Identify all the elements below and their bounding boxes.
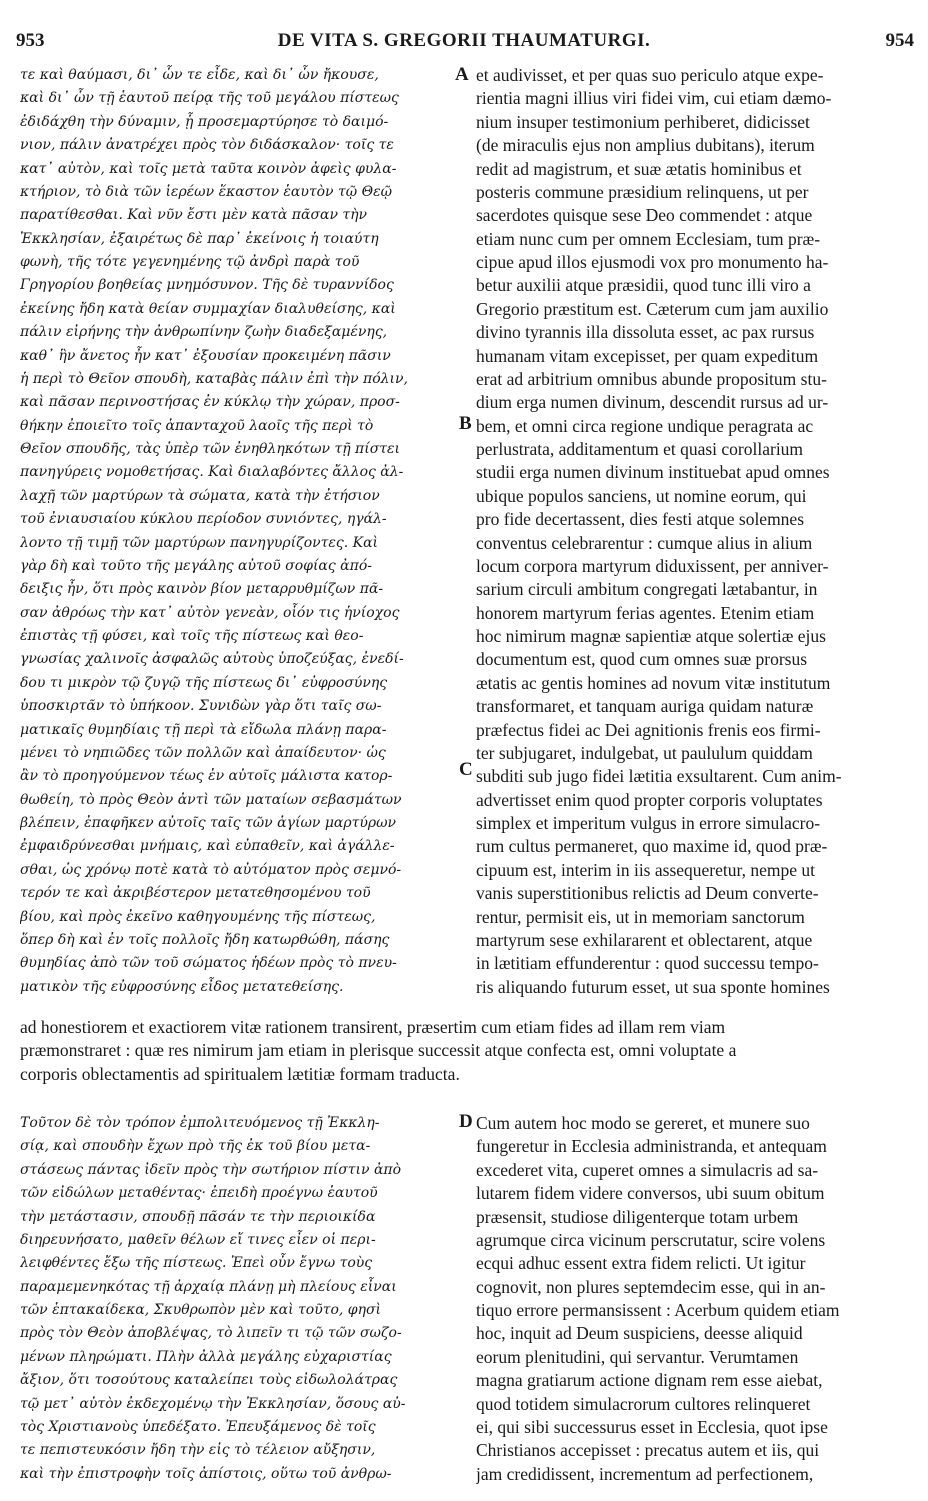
text-line: θυμηδίας ἀπὸ τῶν τοῦ σώματος ἡδέων πρὸς τὸ πνευ- bbox=[20, 955, 397, 972]
text-line: honorem martyrum ferias agentes. Etenim etiam bbox=[476, 602, 815, 623]
text-line: μένει τὸ νηπιῶδες τῶν πολλῶν καὶ ἀπαίδευτον· ὡς bbox=[20, 744, 386, 761]
text-line: καὶ πᾶσαν περινοστήσας ἐν κύκλῳ τὴν χώραν, προσ- bbox=[20, 394, 400, 411]
text-line: lutarem fidem videre conversos, ubi suum obitum bbox=[476, 1183, 825, 1204]
text-line: fungeretur in Ecclesia administranda, et antequam bbox=[476, 1136, 827, 1157]
text-line: καὶ δι᾽ ὧν τῇ ἑαυτοῦ πείρᾳ τῆς τοῦ μεγάλου πίστεως bbox=[20, 90, 399, 107]
text-line: vanis superstitionibus relictis ad Deum converte- bbox=[476, 883, 819, 904]
text-line: ecqui adhuc essent extra fidem relicti. Ut igitur bbox=[476, 1253, 806, 1274]
text-line: ὅπερ δὴ καὶ ἐν τοῖς πολλοῖς ἤδη κατωρθώθη, πάσης bbox=[20, 931, 390, 948]
text-line: ætatis ac gentis homines ad novum vitæ institutum bbox=[476, 672, 831, 693]
text-line: τὸς Χριστιανοὺς ὑπεδέξατο. Ἐπευξάμενος δὲ τοῖς bbox=[20, 1418, 376, 1435]
text-line: λοντο τῇ τιμῇ τῶν μαρτύρων πανηγυρίζοντες. Καὶ bbox=[20, 534, 379, 551]
text-line: ter subjugaret, indulgebat, ut paululum quiddam bbox=[476, 742, 813, 763]
text-line: στάσεως πάντας ἰδεῖν πρὸς τὴν σωτήριον πίστιν ἀπὸ bbox=[20, 1161, 402, 1178]
text-line: hoc nimirum magnæ sapientiæ atque solertiæ ejus bbox=[476, 626, 826, 646]
text-line: sarium circuli ambitum congregati lætabantur, in bbox=[476, 579, 818, 600]
greek-column-bottom bbox=[20, 1112, 460, 1486]
text-line: bem, et omni circa regione undique peragrata ac bbox=[476, 415, 814, 436]
text-line: studii erga numen divinum instituebat apud omnes bbox=[476, 462, 830, 483]
text-line: θήκην ἐποιεῖτο τοῖς ἁπανταχοῦ λαοῖς τῆς περὶ τὸ bbox=[20, 417, 374, 434]
text-line: quod totidem simulacrorum cultores relinqueret bbox=[476, 1393, 811, 1414]
latin-column-top bbox=[476, 64, 908, 999]
text-line: eorum plenitudini, qui servantur. Verumtamen bbox=[476, 1346, 799, 1367]
text-line: βίου, καὶ πρὸς ἐκεῖνο καθηγουμένης τῆς πίστεως, bbox=[20, 908, 376, 925]
text-line: præmonstraret : quæ res nimirum jam etiam in plerisque successit atque confecta est, omni voluptate a bbox=[20, 1040, 737, 1061]
text-line: λαχῇ τῶν μαρτύρων τὰ σώματα, κατὰ τὴν ἐτήσιον bbox=[20, 487, 380, 504]
text-line: ἐμφαιδρύνεσθαι μνήμαις, καὶ εὐπαθεῖν, καὶ ἀγάλλε- bbox=[20, 838, 395, 855]
page-number-left: 953 bbox=[16, 30, 45, 51]
text-line: rentur, permisit eis, ut in memoriam sanctorum bbox=[476, 906, 805, 927]
text-line: rientia magni illius viri fidei vim, cui etiam dæmo- bbox=[476, 88, 832, 109]
text-line: ἡ περὶ τὸ Θεῖον σπουδὴ, καταβὰς πάλιν ἐπὶ τὴν πόλιν, bbox=[20, 370, 408, 387]
text-line: καὶ τὴν ἐπιστροφὴν τοῖς ἀπίστοις, οὕτω τοῦ ἀνθρω- bbox=[20, 1465, 392, 1482]
text-line: sacerdotes quisque sese Deo commendet : atque bbox=[476, 205, 813, 226]
text-line: τῷ μετ᾽ αὐτὸν ἐκδεχομένῳ τὴν Ἐκκλησίαν, ὅσους αὐ- bbox=[20, 1395, 406, 1412]
text-line: σθαι, ὡς χρόνῳ ποτὲ κατὰ τὸ αὐτόματον πρὸς σεμνό- bbox=[20, 861, 402, 878]
text-line: παρατίθεσθαι. Καὶ νῦν ἔστι μὲν κατὰ πᾶσαν τὴν bbox=[20, 207, 368, 224]
latin-column-bottom bbox=[476, 1112, 908, 1486]
text-line: perlustrata, additamentum et quasi corollarium bbox=[476, 439, 804, 459]
text-line: simplex et imperitum vulgus in errore simulacro- bbox=[476, 813, 821, 833]
text-line: documentum est, quod cum omnes suæ prorsus bbox=[476, 649, 808, 670]
text-line: ἂν τὸ προηγούμενον τέως ἐν αὐτοῖς μάλιστα κατορ- bbox=[20, 768, 393, 785]
text-line: ματικὸν τῆς εὐφροσύνης εἶδος μετατεθείσης. bbox=[20, 978, 344, 995]
text-line: γνωσίας χαλινοῖς ἀσφαλῶς αὐτοὺς ὑποζεύξας, ἐνεδί- bbox=[20, 651, 404, 668]
text-line: ἐδιδάχθη τὴν δύναμιν, ᾗ προσεμαρτύρησε τὸ δαιμό- bbox=[20, 113, 389, 130]
text-line: τε καὶ θαύμασι, δι᾽ ὧν τε εἶδε, καὶ δι᾽ ὧν ἤκουσε, bbox=[20, 67, 379, 83]
text-line: καθ᾽ ἣν ἄνετος ἦν κατ᾽ ἐξουσίαν προκειμένη πᾶσιν bbox=[20, 347, 391, 364]
text-line: rum cultus permaneret, quo maxime id, quod præ- bbox=[476, 836, 828, 857]
text-line: τὴν μετάστασιν, σπουδῇ πᾶσάν τε τὴν περιοικίδα bbox=[20, 1208, 376, 1225]
page-header bbox=[0, 30, 928, 56]
margin-marker-a: A bbox=[455, 64, 469, 85]
text-line: magna gratiarum actione dignam rem esse aiebat, bbox=[476, 1370, 823, 1391]
text-line: Ἐκκλησίαν, ἐξαιρέτως δὲ παρ᾽ ἐκείνοις ἡ τοιαύτη bbox=[20, 230, 379, 247]
text-line: τε πεπιστευκόσιν ἤδη τὴν εἰς τὸ τέλειον αὔξησιν, bbox=[20, 1442, 376, 1459]
text-line: præsensit, studiose diligenterque totam urbem bbox=[476, 1206, 799, 1227]
greek-column-top bbox=[20, 64, 460, 999]
text-line: γὰρ δὴ καὶ τοῦτο τῆς μεγάλης αὐτοῦ σοφίας ἀπό- bbox=[20, 557, 372, 574]
text-line: Cum autem hoc modo se gereret, et munere suo bbox=[476, 1113, 810, 1133]
text-line: σαν ἀθρόως τὴν κατ᾽ αὐτὸν γενεὰν, οἷόν τις ἡνίοχος bbox=[20, 604, 400, 621]
text-line: jam credidissent, incrementum ad perfectionem, bbox=[476, 1463, 814, 1484]
text-line: locum corpora martyrum diduxissent, per anniver- bbox=[476, 555, 829, 576]
text-line: (de miraculis ejus non amplius dubitans), iterum bbox=[476, 135, 815, 156]
text-line: nium insuper testimonium perhiberet, didicisset bbox=[476, 111, 810, 132]
text-line: θωθείη, τὸ πρὸς Θεὸν ἀντὶ τῶν ματαίων σεβασμάτων bbox=[20, 791, 402, 808]
text-line: ἐκείνης ἤδη κατὰ θείαν συμμαχίαν διαλυθείσης, καὶ bbox=[20, 300, 396, 317]
text-line: conventus celebrarentur : cumque alius in alium bbox=[476, 532, 813, 553]
text-line: Christianos accepisset : precatus autem et iis, qui bbox=[476, 1440, 820, 1461]
text-line: ris aliquando futurum esset, ut sua sponte homines bbox=[476, 976, 830, 997]
text-line: dium erga numen divinum, descendit rursus ad ur- bbox=[476, 392, 829, 413]
text-line: in lætitiam effunderentur : quod successu tempo- bbox=[476, 953, 819, 974]
text-line: τοῦ ἐνιαυσιαίου κύκλου περίοδον συνιόντες, ηγάλ- bbox=[20, 511, 387, 528]
text-line: et audivisset, et per quas suo periculo atque expe- bbox=[476, 65, 824, 85]
text-line: betur auxilii atque præsidii, quod tunc illi viro a bbox=[476, 275, 811, 296]
text-line: humanam vitam excepisset, per quam expeditum bbox=[476, 345, 819, 366]
text-line: τερόν τε καὶ ἀκριβέστερον μετατεθησομένου τοῦ bbox=[20, 885, 371, 902]
text-line: ὑποσκιρτᾶν τὸ ὑπήκοον. Συνιδὼν γὰρ ὅτι ταῖς σω- bbox=[20, 698, 382, 715]
text-line: subditi sub jugo fidei lætitia exsultarent. Cum anim- bbox=[476, 766, 842, 787]
text-line: Τοῦτον δὲ τὸν τρόπον ἐμπολιτευόμενος τῇ Ἐκκλη- bbox=[20, 1115, 380, 1131]
text-line: etiam nunc cum per omnem Ecclesiam, tum præ- bbox=[476, 228, 821, 249]
text-line: δειξις ἦν, ὅτι πρὸς καινὸν βίον μεταρρυθμίζων πᾶ- bbox=[20, 581, 384, 598]
text-line: πάλιν εἰρήνης τὴν ἀνθρωπίνην ζωὴν διαδεξαμένης, bbox=[20, 324, 388, 341]
text-line: δου τι μικρὸν τῷ ζυγῷ τῆς πίστεως δι᾽ εὐφροσύνης bbox=[20, 674, 388, 691]
text-line: pro fide decertassent, dies festi atque solemnes bbox=[476, 509, 805, 530]
running-title: DE VITA S. GREGORII THAUMATURGI. bbox=[277, 30, 651, 51]
text-line: ματικαῖς θυμηδίαις τῇ περὶ τὰ εἴδωλα πλάνῃ παρα- bbox=[20, 721, 387, 738]
text-line: transformaret, et tanquam auriga quidam naturæ bbox=[476, 696, 814, 717]
text-line: ἐπιστὰς τῇ φύσει, καὶ τοῖς τῆς πίστεως καὶ θεο- bbox=[20, 628, 364, 644]
text-line: præfectus fidei ac Dei agnitionis frenis eos firmi- bbox=[476, 719, 821, 740]
text-line: Γρηγορίου βοηθείας μνημόσυνον. Τῆς δὲ τυραννίδος bbox=[20, 277, 394, 294]
margin-marker-c: C bbox=[459, 759, 473, 780]
text-line: μένων πληρώματι. Πλὴν ἀλλὰ μεγάλης εὐχαριστίας bbox=[20, 1348, 392, 1365]
latin-full-width-paragraph bbox=[20, 1016, 908, 1086]
text-line: φωνὴ, τῆς τότε γεγενημένης τῷ ἀνδρὶ παρὰ τοῦ bbox=[20, 254, 360, 270]
text-line: τῶν εἰδώλων μεταθέντας· ἐπειδὴ προέγνω ἑαυτοῦ bbox=[20, 1185, 378, 1202]
text-line: martyrum sese exhilararent et oblectarent, atque bbox=[476, 929, 813, 950]
text-line: πανηγύρεις νομοθετήσας. Καὶ διαλαβόντες ἄλλος ἀλ- bbox=[20, 464, 404, 481]
text-line: λειφθέντες ἔξω τῆς πίστεως. Ἐπεὶ οὖν ἔγνω τοὺς bbox=[20, 1255, 373, 1272]
text-line: Θεῖον σπουδῆς, τὰς ὑπὲρ τῶν ἐνηθληκότων τῇ πίστει bbox=[20, 441, 401, 457]
margin-marker-d: D bbox=[459, 1111, 473, 1132]
margin-marker-b: B bbox=[459, 413, 472, 434]
text-line: κατ᾽ αὐτὸν, καὶ τοῖς μετὰ ταῦτα κοινὸν ἀφεὶς φυλα- bbox=[20, 160, 397, 177]
text-line: τῶν ἑπτακαίδεκα, Σκυθρωπὸν μὲν καὶ τοῦτο, φησὶ bbox=[20, 1302, 382, 1318]
text-line: ἄξιον, ὅτι τοσούτους καταλείπει τοὺς εἰδωλολάτρας bbox=[20, 1372, 398, 1389]
text-line: posteris commune præsidium relinquens, ut per bbox=[476, 181, 809, 202]
text-line: cipuum est, interim in iis assequeretur, nempe ut bbox=[476, 859, 816, 880]
text-line: hoc, inquit ad Deum suspiciens, deesse aliquid bbox=[476, 1323, 803, 1344]
text-line: ei, qui sibi successurus esset in Ecclesia, quot ipse bbox=[476, 1416, 828, 1437]
text-line: advertisset enim quod propter corporis voluptates bbox=[476, 789, 823, 810]
text-line: ubique populos sanciens, ut nomine eorum, qui bbox=[476, 485, 807, 506]
text-line: tiquo errore permansissent : Acerbum quidem etiam bbox=[476, 1300, 840, 1320]
page-number-right: 954 bbox=[885, 30, 914, 51]
text-line: cipue apud illos ejusmodi vox pro monumento ha- bbox=[476, 252, 829, 272]
text-line: Gregorio præstitum est. Cæterum cum jam auxilio bbox=[476, 298, 829, 319]
text-line: cognovit, non plures septemdecim esse, qui in an- bbox=[476, 1276, 826, 1297]
text-line: divino tyrannis illa dissoluta esset, ac pax rursus bbox=[476, 322, 815, 343]
text-line: πρὸς τὸν Θεὸν ἀποβλέψας, τὸ λιπεῖν τι τῷ τῶν σωζο- bbox=[20, 1325, 402, 1342]
text-line: βλέπειν, ἐπαφῆκεν αὐτοῖς ταῖς τῶν ἁγίων μαρτύρων bbox=[20, 815, 397, 831]
text-line: παραμεμενηκότας τῇ ἀρχαίᾳ πλάνῃ μὴ πλείους εἶναι bbox=[20, 1278, 397, 1295]
text-line: erat ad arbitrium omnibus abunde propositum stu- bbox=[476, 368, 827, 389]
text-line: διηρευνήσατο, μαθεῖν θέλων εἴ τινες εἶεν οἱ περι- bbox=[20, 1231, 376, 1248]
text-line: agrumque circa vicinum perscrutatur, scire volens bbox=[476, 1229, 826, 1250]
text-line: σίᾳ, καὶ σπουδὴν ἔχων πρὸ τῆς ἐκ τοῦ βίου μετα- bbox=[20, 1138, 371, 1155]
text-line: νιον, πάλιν ἀνατρέχει πρὸς τὸν διδάσκαλον· τοῖς τε bbox=[20, 137, 394, 154]
text-line: excederet vita, cuperet omnes a simulacris ad sa- bbox=[476, 1159, 819, 1180]
text-line: ad honestiorem et exactiorem vitæ rationem transirent, præsertim cum etiam fides ad illam rem viam bbox=[20, 1017, 726, 1037]
text-line: κτήριον, τὸ διὰ τῶν ἱερέων ἕκαστον ἑαυτὸν τῷ Θεῷ bbox=[20, 183, 393, 200]
text-line: redit ad magistrum, et suæ ætatis hominibus et bbox=[476, 158, 802, 179]
text-line: corporis oblectamentis ad spiritualem lætitiæ formam traducta. bbox=[20, 1063, 460, 1084]
